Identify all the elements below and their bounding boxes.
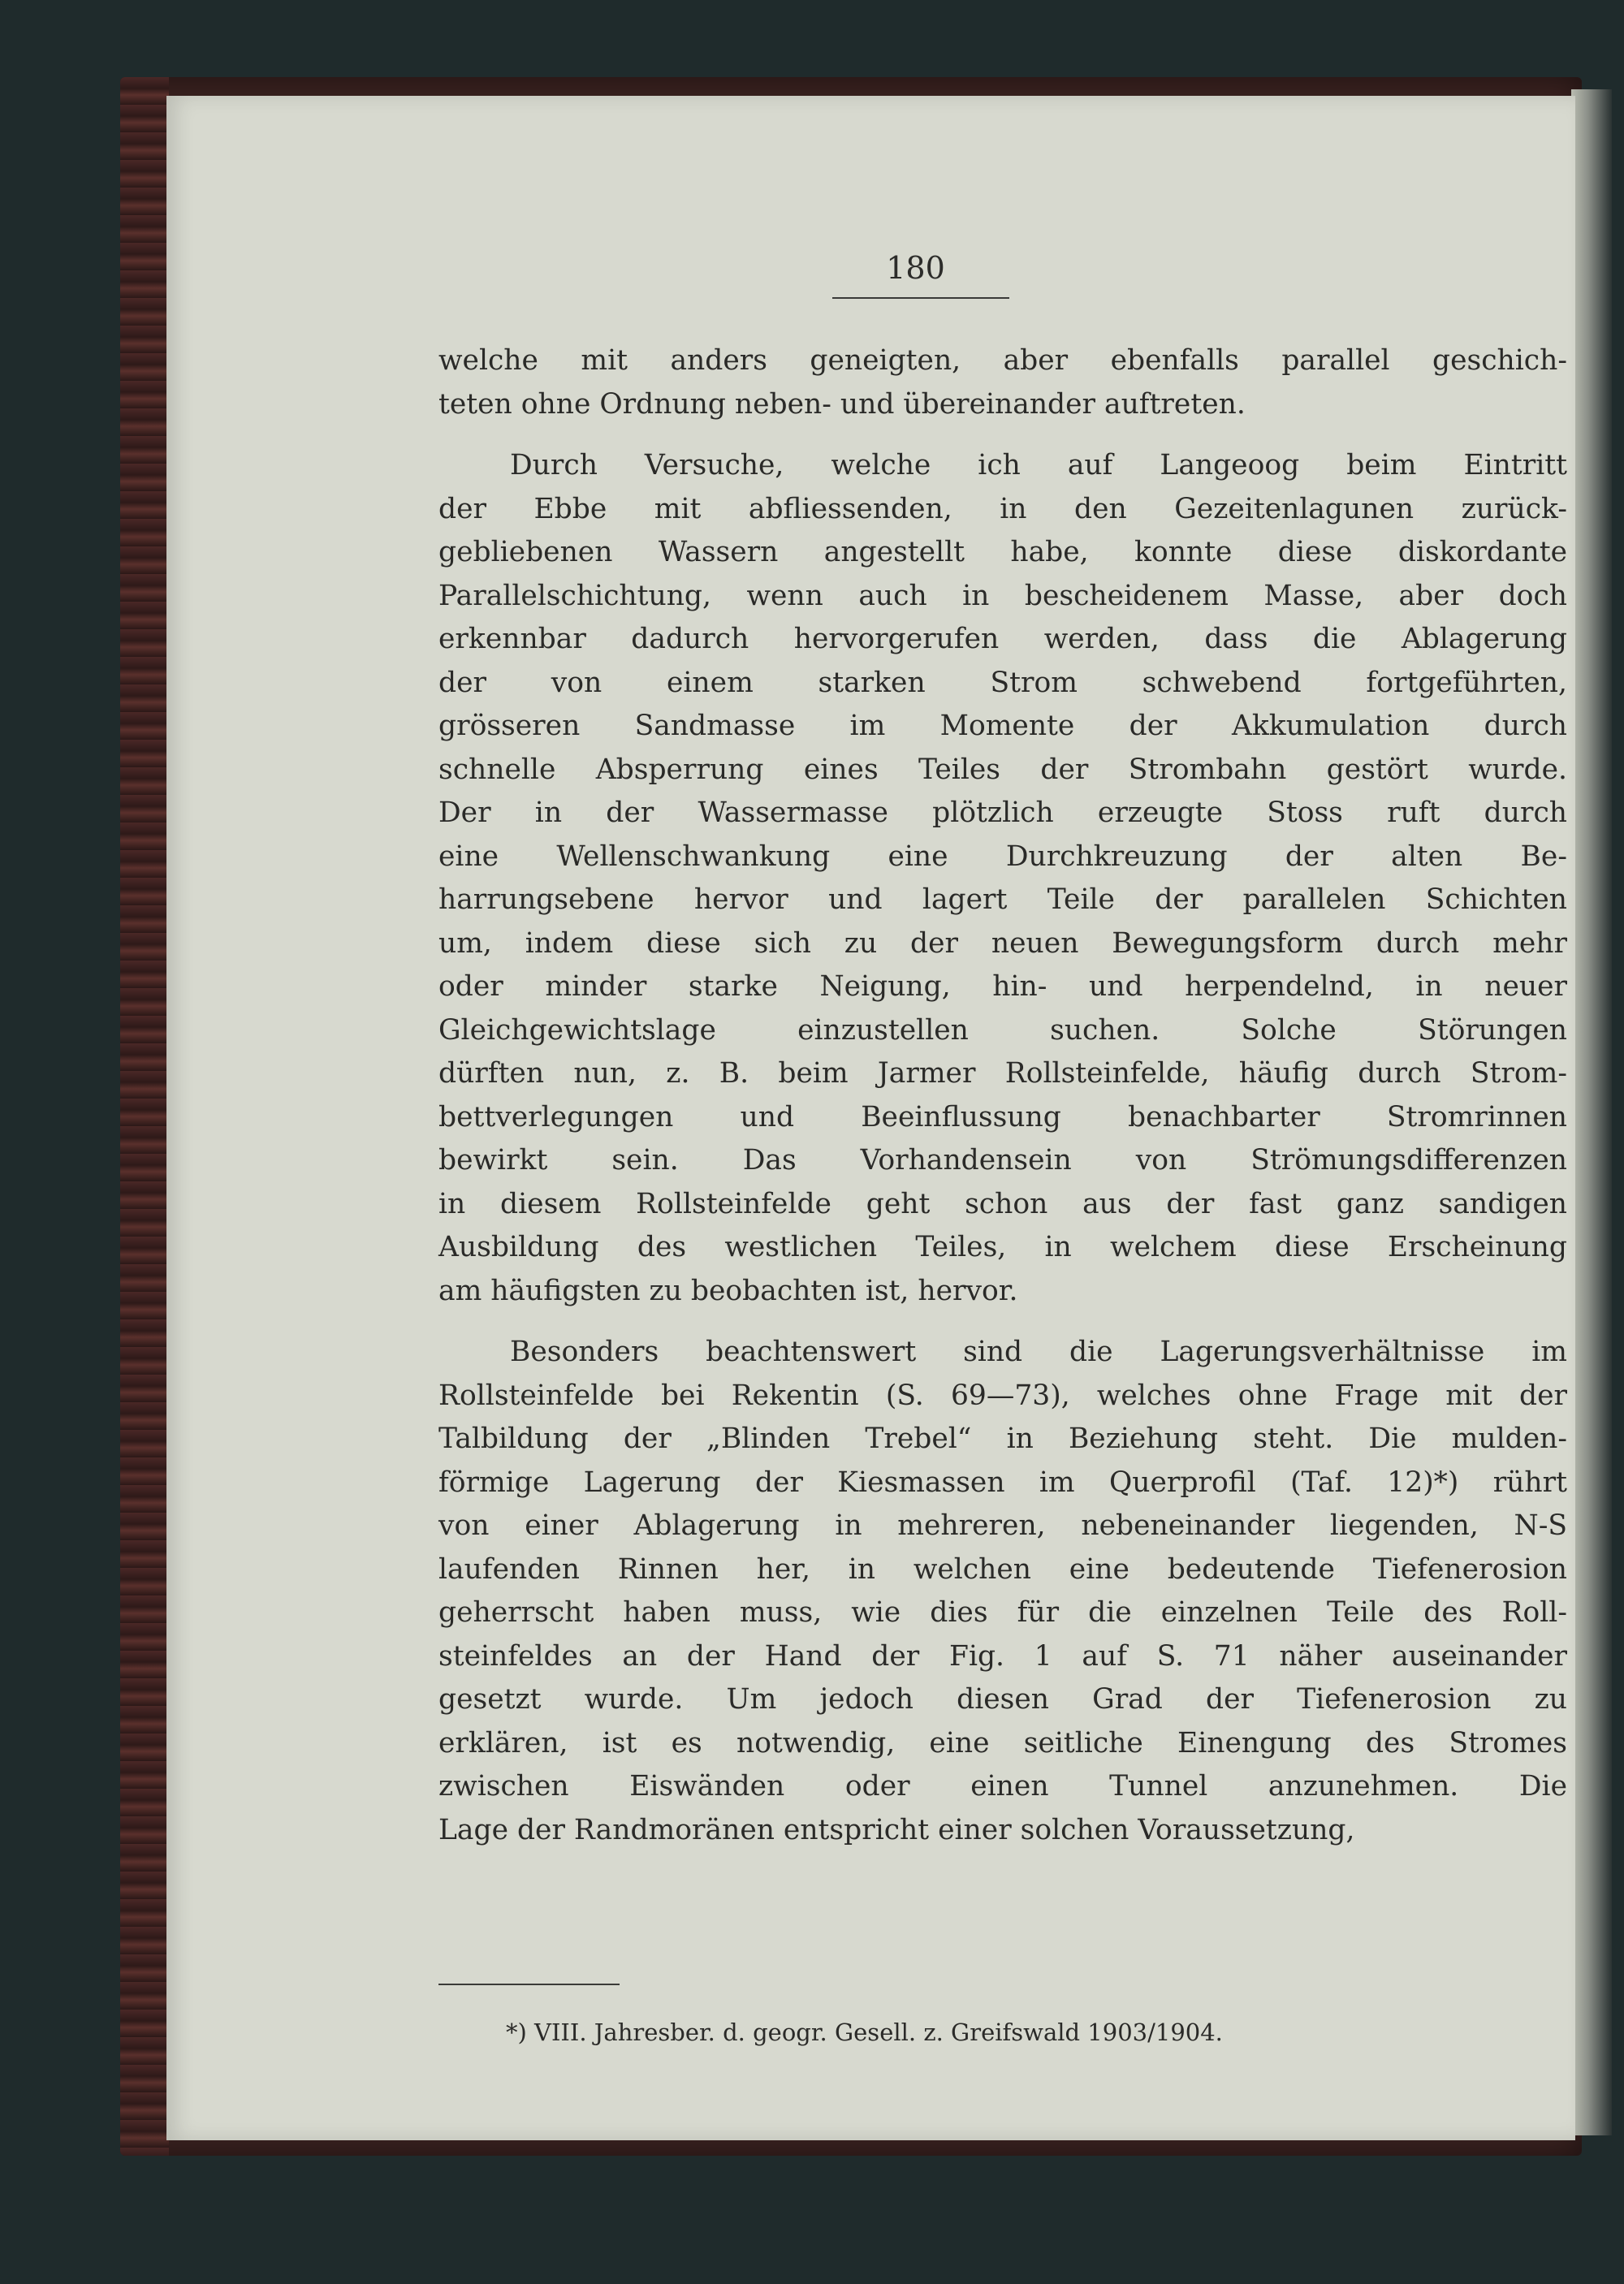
text-line: in diesem Rollsteinfelde geht schon aus der fast ganz sandigen	[438, 1187, 1567, 1220]
text-line: schnelle Absperrung eines Teiles der Strombahn gestört wurde.	[438, 753, 1567, 786]
text-line: Rollsteinfelde bei Rekentin (S. 69—73), welches ohne Frage mit der	[438, 1379, 1567, 1412]
book-spine-edge	[120, 77, 169, 2156]
text-line: geherrscht haben muss, wie dies für die einzelnen Teile des Roll-	[438, 1596, 1567, 1629]
page-block-edge	[1571, 89, 1612, 2135]
paragraph	[438, 444, 1567, 1313]
text-line: der von einem starken Strom schwebend fortgeführten,	[438, 666, 1567, 699]
body-text	[438, 339, 1567, 1852]
text-line: Ausbildung des westlichen Teiles, in welchem diese Erscheinung	[438, 1231, 1567, 1263]
text-line: Talbildung der „Blinden Trebel“ in Beziehung steht. Die mulden-	[438, 1423, 1567, 1455]
text-line: erkennbar dadurch hervorgerufen werden, dass die Ablagerung	[438, 623, 1567, 655]
book-page	[166, 96, 1575, 2140]
text-line: teten ohne Ordnung neben- und übereinander auftreten.	[438, 387, 1246, 421]
paragraph-gap	[438, 1313, 1567, 1331]
text-line: Der in der Wassermasse plötzlich erzeugte Stoss ruft durch	[438, 797, 1567, 829]
text-line: bewirkt sein. Das Vorhandensein von Strömungsdifferenzen	[438, 1144, 1567, 1177]
text-line: förmige Lagerung der Kiesmassen im Querprofil (Taf. 12)*) rührt	[438, 1466, 1567, 1499]
paragraph	[438, 339, 1567, 426]
paragraph	[438, 1331, 1567, 1852]
text-line: welche mit anders geneigten, aber ebenfalls parallel geschich-	[438, 344, 1567, 377]
header-rule	[832, 297, 1009, 299]
footnote: *) VIII. Jahresber. d. geogr. Gesell. z. Greifswald 1903/1904.	[506, 2018, 1223, 2046]
text-line: bettverlegungen und Beeinflussung benachbarter Stromrinnen	[438, 1100, 1567, 1133]
text-line: gebliebenen Wassern angestellt habe, konnte diese diskordante	[438, 536, 1567, 568]
text-line: von einer Ablagerung in mehreren, nebeneinander liegenden, N-S	[438, 1509, 1567, 1542]
text-line: Parallelschichtung, wenn auch in bescheidenem Masse, aber doch	[438, 579, 1567, 612]
text-line: erklären, ist es notwendig, eine seitliche Einengung des Stromes	[438, 1726, 1567, 1759]
text-line: laufenden Rinnen her, in welchen eine bedeutende Tiefenerosion	[438, 1552, 1567, 1586]
text-line: zwischen Eiswänden oder einen Tunnel anzunehmen. Die	[438, 1770, 1567, 1803]
text-line: Besonders beachtenswert sind die Lagerungsverhältnisse im	[510, 1336, 1567, 1368]
text-line: harrungsebene hervor und lagert Teile der parallelen Schichten	[438, 883, 1567, 916]
text-line: steinfeldes an der Hand der Fig. 1 auf S. 71 näher auseinander	[438, 1639, 1567, 1673]
text-line: der Ebbe mit abfliessenden, in den Gezeitenlagunen zurück-	[438, 492, 1567, 525]
text-line: Lage der Randmoränen entspricht einer solchen Voraussetzung,	[438, 1813, 1355, 1846]
text-line: Gleichgewichtslage einzustellen suchen. Solche Störungen	[438, 1013, 1567, 1047]
text-line: dürften nun, z. B. beim Jarmer Rollsteinfelde, häufig durch Strom-	[438, 1057, 1567, 1090]
paragraph-gap	[438, 426, 1567, 444]
text-line: oder minder starke Neigung, hin- und herpendelnd, in neuer	[438, 970, 1567, 1003]
text-line: grösseren Sandmasse im Momente der Akkumulation durch	[438, 710, 1567, 742]
text-line: um, indem diese sich zu der neuen Bewegungsform durch mehr	[438, 926, 1567, 960]
footnote-rule	[438, 1984, 620, 1985]
page-number: 180	[886, 250, 945, 286]
text-line: am häufigsten zu beobachten ist, hervor.	[438, 1274, 1018, 1307]
text-line: Durch Versuche, welche ich auf Langeoog beim Eintritt	[510, 449, 1567, 481]
text-line: eine Wellenschwankung eine Durchkreuzung der alten Be-	[438, 840, 1567, 873]
text-line: gesetzt wurde. Um jedoch diesen Grad der Tiefenerosion zu	[438, 1683, 1567, 1716]
